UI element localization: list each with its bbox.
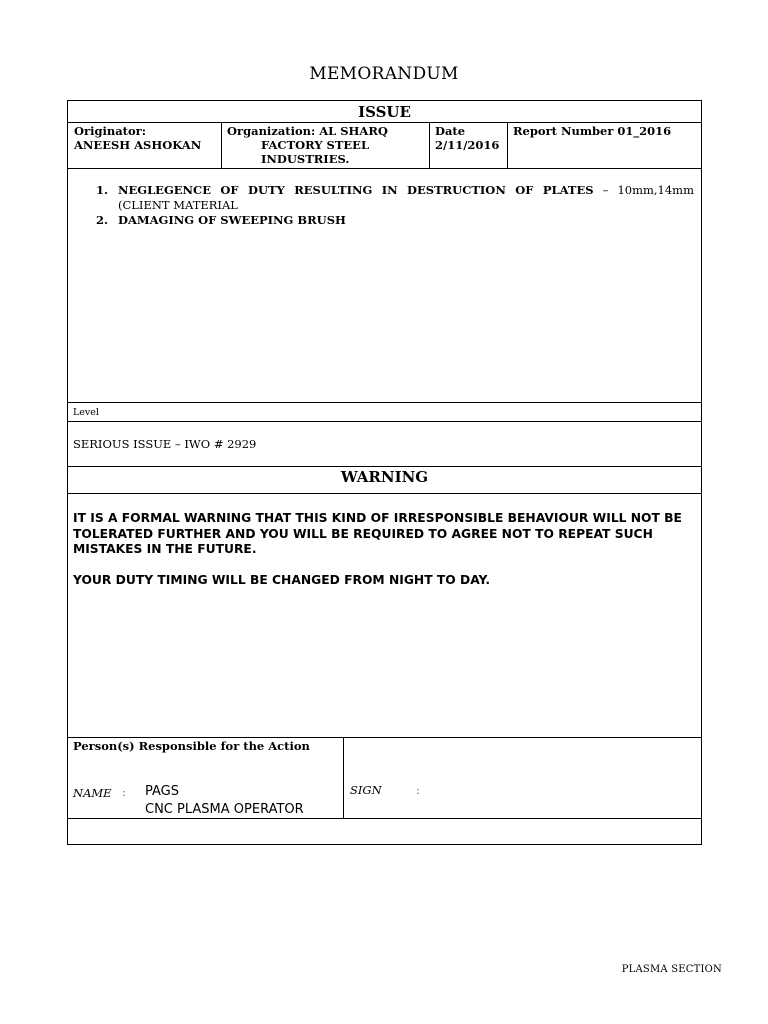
divider xyxy=(67,818,702,819)
list-item-bold-text: NEGLEGENCE OF DUTY RESULTING IN DESTRUCTION OF PLATES xyxy=(118,183,594,197)
date-cell xyxy=(435,124,505,152)
organization-cell xyxy=(227,124,427,166)
divider xyxy=(67,493,702,494)
divider xyxy=(67,737,702,738)
list-item xyxy=(96,183,694,213)
divider xyxy=(429,122,430,168)
report-number: Report Number 01_2016 xyxy=(513,124,672,138)
divider xyxy=(221,122,222,168)
list-item-text xyxy=(118,213,694,228)
warning-body xyxy=(73,511,698,603)
divider xyxy=(343,737,344,819)
section-footer: PLASMA SECTION xyxy=(621,964,722,975)
date-value: 2/11/2016 xyxy=(435,138,500,152)
organization-line3: INDUSTRIES. xyxy=(261,152,350,166)
originator-value: ANEESH ASHOKAN xyxy=(74,138,202,152)
originator-label: Originator: xyxy=(74,124,146,138)
divider xyxy=(507,122,508,168)
name-colon: : xyxy=(122,785,126,799)
sign-label: SIGN xyxy=(350,783,382,797)
responsible-heading-text: Person(s) Responsible for the Action xyxy=(73,739,310,753)
divider xyxy=(67,466,702,467)
organization-line2: FACTORY STEEL xyxy=(261,138,370,152)
list-item-bold-text: DAMAGING OF SWEEPING BRUSH xyxy=(118,213,346,227)
issue-heading: ISSUE xyxy=(358,103,411,121)
organization-label: Organization: AL SHARQ xyxy=(227,124,388,138)
sign-colon: : xyxy=(416,783,420,797)
list-item-number: 2. xyxy=(96,213,109,227)
divider xyxy=(67,168,702,169)
level-value: SERIOUS ISSUE – IWO # 2929 xyxy=(73,437,257,451)
divider xyxy=(67,402,702,403)
warning-paragraph: YOUR DUTY TIMING WILL BE CHANGED FROM NIGHT TO DAY. xyxy=(73,572,491,587)
originator-cell xyxy=(74,124,219,152)
date-label: Date xyxy=(435,124,466,138)
divider xyxy=(67,122,702,123)
list-item-number: 1. xyxy=(96,183,109,197)
report-number-cell xyxy=(513,124,699,138)
divider xyxy=(67,421,702,422)
list-item xyxy=(96,213,694,228)
memo-title: MEMORANDUM xyxy=(309,64,459,84)
level-label: Level xyxy=(73,407,99,418)
warning-heading: WARNING xyxy=(340,468,429,486)
responsible-heading xyxy=(73,739,310,753)
name-value: PAGS xyxy=(145,784,179,799)
role-value: CNC PLASMA OPERATOR xyxy=(145,802,304,817)
warning-paragraph: IT IS A FORMAL WARNING THAT THIS KIND OF IRRESPONSIBLE BEHAVIOUR WILL NOT BE TOLERATED FURTHER AND YOU WILL BE REQUIRED TO AGREE NOT TO REPEAT SUCH MISTAKES IN THE FUTURE. xyxy=(73,511,682,556)
name-label: NAME xyxy=(73,786,112,800)
list-item-normal-text: – 10mm,14mm (CLIENT MATERIAL xyxy=(118,183,694,212)
issue-list xyxy=(96,183,694,228)
list-item-text xyxy=(118,183,694,213)
